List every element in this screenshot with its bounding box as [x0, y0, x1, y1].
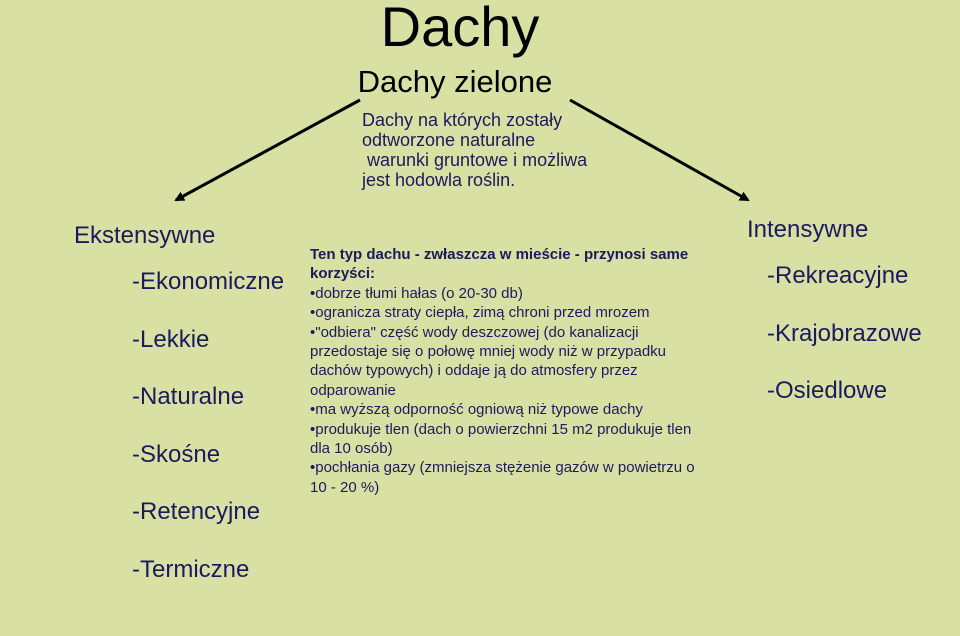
benefit-line: •produkuje tlen (dach o powierzchni 15 m2 produkuje tlen	[310, 420, 692, 438]
benefit-line: 10 - 20 %)	[310, 478, 380, 496]
benefit-line: •ma wyższą odporność ogniową niż typowe dachy	[310, 401, 643, 419]
left-list	[132, 268, 284, 614]
benefit-line: dachów typowych) i oddaje ją do atmosfery przez	[310, 362, 638, 380]
right-heading: Intensywne	[747, 216, 869, 243]
benefit-line: dla 10 osób)	[310, 440, 393, 458]
list-item: -Lekkie	[132, 325, 210, 353]
list-item: -Naturalne	[132, 383, 245, 411]
left-heading: Ekstensywne	[74, 222, 216, 249]
list-item: -Osiedlowe	[767, 377, 888, 405]
description-line: Dachy na których zostały	[362, 110, 563, 130]
list-item: -Rekreacyjne	[767, 262, 909, 289]
list-item: -Ekonomiczne	[132, 268, 285, 295]
page-title: Dachy	[380, 0, 540, 58]
description-line: odtworzone naturalne	[362, 130, 536, 150]
description-line: warunki gruntowe i możliwa	[362, 150, 588, 170]
benefits-heading: korzyści:	[310, 265, 376, 283]
benefit-line: odparowanie	[310, 381, 396, 399]
benefit-line: •ogranicza straty ciepła, zimą chroni przed mrozem	[310, 304, 650, 322]
description	[362, 110, 622, 190]
benefit-line: •pochłania gazy (zmniejsza stężenie gazów w powietrzu o	[310, 459, 695, 477]
list-item: -Retencyjne	[132, 498, 261, 526]
benefits-text	[310, 245, 695, 497]
benefit-line: •dobrze tłumi hałas (o 20-30 db)	[310, 284, 523, 302]
description-line: jest hodowla roślin.	[362, 170, 516, 190]
subtitle: Dachy zielone	[357, 64, 553, 99]
benefits-heading: Ten typ dachu - zwłaszcza w mieście - przynosi same	[310, 246, 689, 263]
list-item: -Skośne	[132, 440, 221, 468]
list-item: -Krajobrazowe	[767, 319, 922, 347]
benefit-line: przedostaje się o połowę mniej wody niż w przypadku	[310, 343, 667, 361]
right-list	[767, 262, 922, 435]
list-item: -Termiczne	[132, 555, 250, 583]
benefit-line: •"odbiera" część wody deszczowej (do kanalizacji	[310, 323, 639, 341]
arrow-left	[176, 100, 360, 200]
